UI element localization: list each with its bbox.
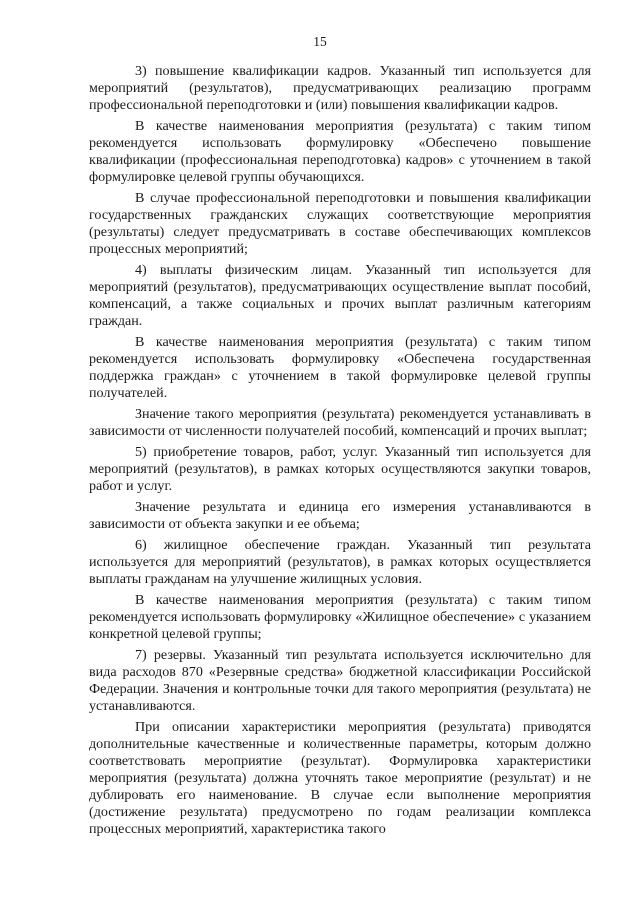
- paragraph: В случае профессиональной переподготовки и повышения квалификации государственных гражданских служащих соответствующие мероприятия (результаты) следует предусматривать в составе обеспечивающих комплексов процессных мероприятий;: [89, 190, 591, 257]
- page-number: 15: [313, 34, 327, 49]
- paragraph: 5) приобретение товаров, работ, услуг. Указанный тип используется для мероприятий (результатов), в рамках которых осуществляются закупки товаров, работ и услуг.: [89, 444, 591, 494]
- paragraph: 4) выплаты физическим лицам. Указанный тип используется для мероприятий (результатов), предусматривающих осуществление выплат пособий, компенсаций, а также социальных и прочих выплат различным категориям граждан.: [89, 262, 591, 329]
- paragraph: Значение такого мероприятия (результата) рекомендуется устанавливать в зависимости от численности получателей пособий, компенсаций и прочих выплат;: [89, 406, 591, 439]
- paragraph: 6) жилищное обеспечение граждан. Указанный тип результата используется для мероприятий (результатов), в рамках которых осуществляется выплаты гражданам на улучшение жилищных условия.: [89, 537, 591, 587]
- paragraph: В качестве наименования мероприятия (результата) с таким типом рекомендуется использовать формулировку «Жилищное обеспечение» с указанием конкретной целевой группы;: [89, 592, 591, 642]
- paragraph: При описании характеристики мероприятия (результата) приводятся дополнительные качественные и количественные параметры, которым должно соответствовать мероприятие (результат). Формулировка характеристики мероприятия (результата) должна уточнять такое мероприятие (результат) и не дублировать его наименование. В случае если выполнение мероприятия (достижение результата) предусмотрено по годам реализации комплекса процессных мероприятий, характеристика такого: [89, 719, 591, 837]
- paragraph: 7) резервы. Указанный тип результата используется исключительно для вида расходов 870 «Резервные средства» бюджетной классификации Российской Федерации. Значения и контрольные точки для такого мероприятия (результата) не устанавливаются.: [89, 647, 591, 714]
- document-body: [89, 63, 591, 838]
- paragraph: В качестве наименования мероприятия (результата) с таким типом рекомендуется использовать формулировку «Обеспечено повышение квалификации (профессиональная переподготовка) кадров» с уточнением в такой формулировке целевой группы обучающихся.: [89, 118, 591, 185]
- paragraph: 3) повышение квалификации кадров. Указанный тип используется для мероприятий (результатов), предусматривающих реализацию программ профессиональной переподготовки и (или) повышения квалификации кадров.: [89, 63, 591, 113]
- paragraph: В качестве наименования мероприятия (результата) с таким типом рекомендуется использовать формулировку «Обеспечена государственная поддержка граждан» с уточнением в такой формулировке целевой группы получателей.: [89, 334, 591, 401]
- paragraph: Значение результата и единица его измерения устанавливаются в зависимости от объекта закупки и ее объема;: [89, 499, 591, 532]
